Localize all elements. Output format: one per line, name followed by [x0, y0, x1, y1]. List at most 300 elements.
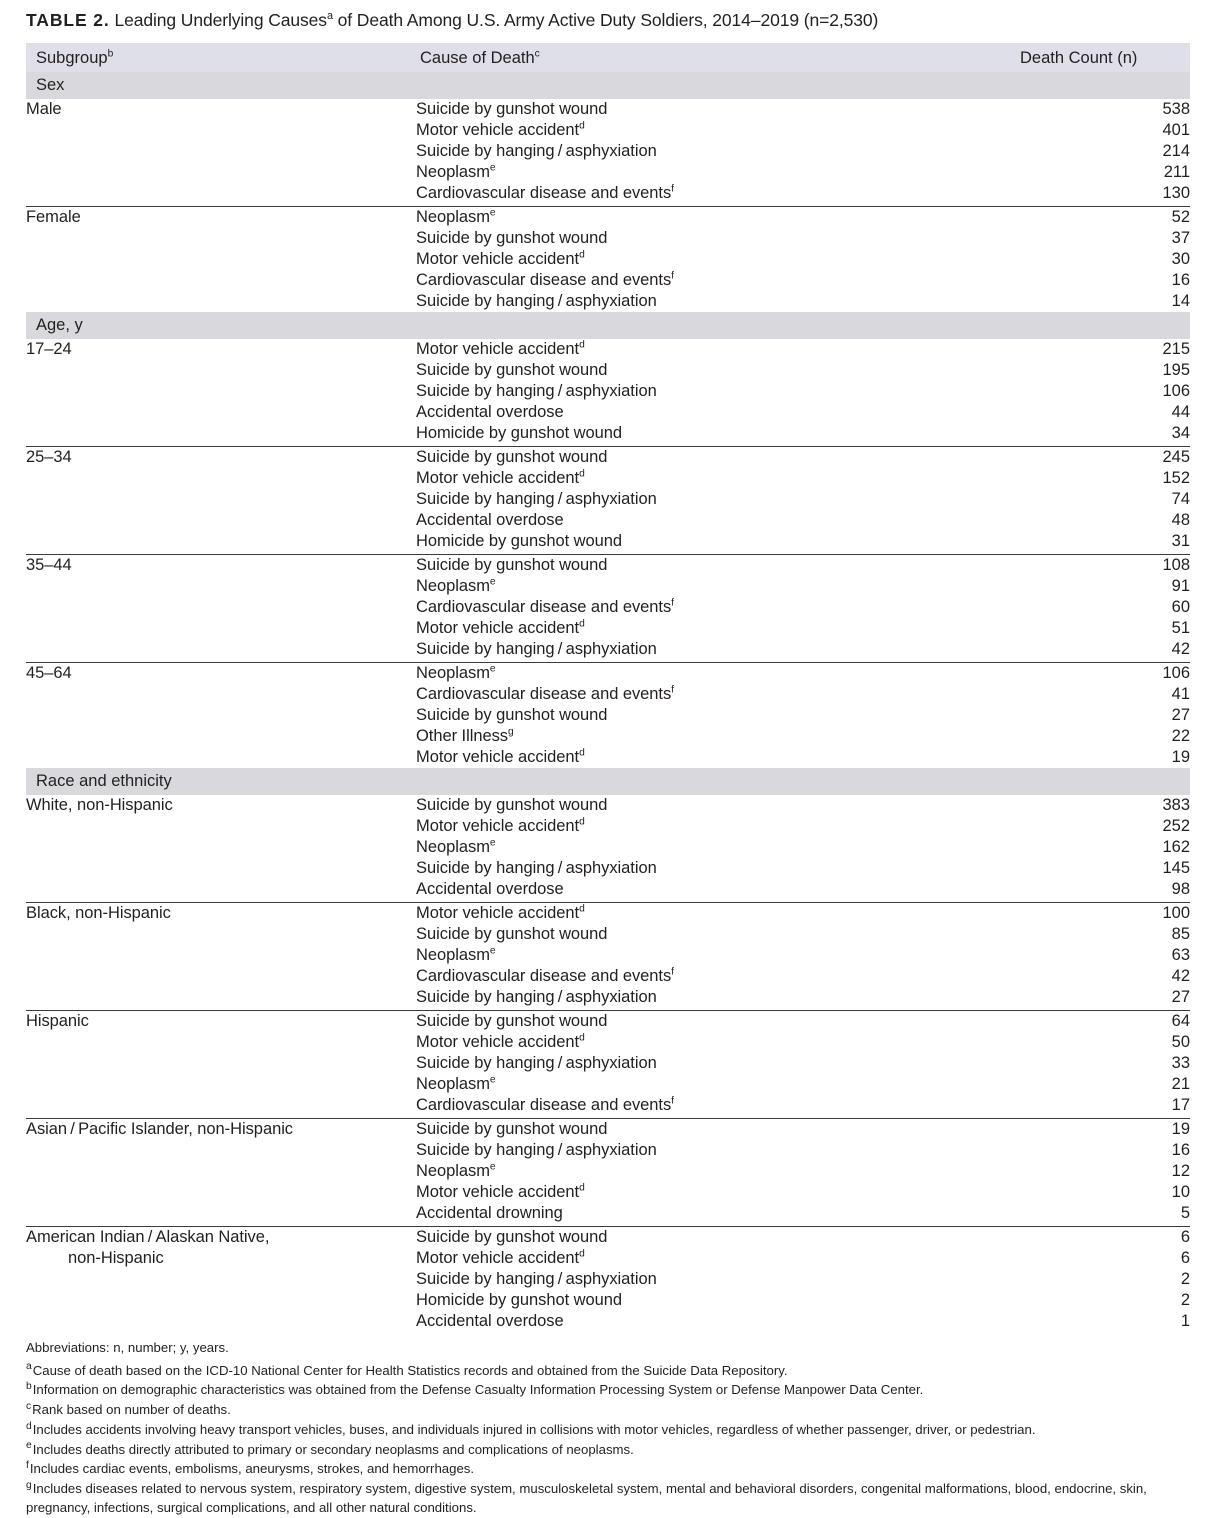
subgroup-label: 17–24 [26, 340, 72, 358]
cause-of-death-text: Motor vehicle accident [416, 340, 580, 358]
footnote-text: Includes deaths directly attributed to primary or secondary neoplasms and complications of neoplasms. [32, 1441, 634, 1457]
subgroup-label-empty [26, 879, 416, 903]
subgroup-label-empty [26, 858, 416, 879]
table-row [26, 339, 1190, 360]
table-row [26, 1203, 1190, 1227]
table-row [26, 1269, 1190, 1290]
cause-of-death-cell [416, 618, 936, 639]
death-count-cell: 42 [936, 639, 1190, 663]
cause-footnote-marker: d [579, 747, 585, 759]
death-count-cell: 22 [1171, 727, 1190, 745]
death-count-cell: 6 [1180, 1249, 1190, 1267]
cause-of-death-text: Neoplasm [416, 163, 490, 181]
footnote-marker: e [26, 1440, 32, 1452]
cause-of-death-text: Neoplasm [416, 946, 490, 964]
cause-of-death-cell [416, 381, 936, 402]
footnote-item [26, 1362, 1205, 1381]
cause-of-death-cell [416, 945, 936, 966]
subgroup-label-empty [26, 1290, 416, 1311]
subgroup-label-empty [26, 402, 416, 423]
cause-of-death-cell [416, 1311, 936, 1332]
subgroup-label-empty [26, 1203, 416, 1227]
subgroup-label-empty [26, 576, 416, 597]
subgroup-label-empty [26, 489, 416, 510]
subgroup-label-empty [26, 1032, 416, 1053]
subgroup-label-empty [26, 1095, 416, 1119]
cause-of-death-text: Suicide by gunshot wound [416, 925, 608, 943]
death-count-cell: 145 [1162, 859, 1190, 877]
subgroup-label: Male [26, 100, 62, 118]
death-count-cell: 5 [936, 1203, 1190, 1227]
subgroup-label-empty [26, 837, 416, 858]
cause-of-death-text: Motor vehicle accident [416, 469, 580, 487]
cause-of-death-text: Neoplasm [416, 664, 490, 682]
cause-of-death-cell [416, 207, 936, 229]
cause-of-death-cell [416, 1053, 936, 1074]
table-row [26, 858, 1190, 879]
table-row [26, 1011, 1190, 1033]
footnote-item [26, 1401, 1205, 1420]
cause-of-death-cell [416, 1140, 936, 1161]
subgroup-label-empty [26, 468, 416, 489]
cause-of-death-text: Motor vehicle accident [416, 619, 580, 637]
cause-of-death-text: Suicide by hanging / asphyxiation [416, 988, 657, 1006]
cause-of-death-text: Accidental overdose [416, 1312, 564, 1330]
cause-of-death-text: Cardiovascular disease and events [416, 598, 672, 616]
cause-of-death-text: Suicide by hanging / asphyxiation [416, 1141, 657, 1159]
subgroup-label-empty [26, 1311, 416, 1332]
cause-footnote-marker: d [579, 1248, 585, 1260]
death-count-cell: 12 [1171, 1162, 1190, 1180]
footnote-text: Includes accidents involving heavy transport vehicles, buses, and individuals injured in collisions with motor vehicles, regardless of whether passenger, driver, or pedestrian. [32, 1421, 1036, 1437]
table-container [0, 43, 1225, 1332]
cause-of-death-cell [416, 1161, 936, 1182]
footnote-item [26, 1441, 1205, 1460]
table-row [26, 1227, 1190, 1249]
death-count-cell: 44 [1171, 403, 1190, 421]
table-head [26, 43, 1190, 72]
cause-of-death-cell [416, 360, 936, 381]
cause-of-death-cell [416, 249, 936, 270]
subgroup-label-empty [26, 924, 416, 945]
cause-of-death-text: Homicide by gunshot wound [416, 424, 623, 442]
group-header-row [26, 312, 1190, 339]
cause-of-death-text: Accidental overdose [416, 511, 564, 529]
death-count-cell: 34 [936, 423, 1190, 447]
cause-of-death-text: Suicide by hanging / asphyxiation [416, 859, 657, 877]
footnote-text: Includes cardiac events, embolisms, aneurysms, strokes, and hemorrhages. [29, 1461, 475, 1477]
death-count-cell: 19 [1171, 1120, 1190, 1138]
death-count-cell: 31 [936, 531, 1190, 555]
cause-footnote-marker: e [489, 837, 496, 849]
cause-of-death-text: Suicide by gunshot wound [416, 706, 608, 724]
cause-footnote-marker: d [579, 249, 585, 261]
footnote-item [26, 1421, 1205, 1440]
death-count-cell: 42 [1171, 967, 1190, 985]
cause-footnote-marker: f [671, 966, 674, 978]
subgroup-footnote-marker: b [107, 48, 114, 60]
table-row [26, 1161, 1190, 1182]
subgroup-label-empty [26, 270, 416, 291]
death-count-cell: 64 [1171, 1012, 1190, 1030]
table-row [26, 228, 1190, 249]
death-count-cell: 63 [1171, 946, 1190, 964]
death-count-cell: 211 [1163, 163, 1190, 181]
subgroup-label-empty [26, 162, 416, 183]
cause-footnote-marker: f [671, 183, 674, 195]
death-count-cell: 48 [1171, 511, 1190, 529]
death-count-cell: 252 [1162, 817, 1190, 835]
cause-of-death-text: Suicide by hanging / asphyxiation [416, 142, 657, 160]
death-count-cell: 383 [1162, 796, 1190, 814]
cause-of-death-cell [416, 291, 936, 312]
cause-footnote-marker: g [507, 726, 514, 738]
cause-of-death-cell [416, 489, 936, 510]
cause-of-death-cell [416, 141, 936, 162]
cause-of-death-cell [416, 468, 936, 489]
table-row [26, 879, 1190, 903]
footnote-text: Information on demographic characteristics was obtained from the Defense Casualty Information Processing System or Defense Manpower Data Center. [32, 1382, 924, 1398]
cause-of-death-cell [416, 747, 936, 768]
footnote-item [26, 1460, 1205, 1479]
subgroup-label: White, non-Hispanic [26, 796, 173, 814]
cause-of-death-cell [416, 858, 936, 879]
cause-of-death-cell [416, 684, 936, 705]
abbreviations-line: Abbreviations: n, number; y, years. [26, 1340, 229, 1355]
death-count-cell: 14 [1171, 292, 1190, 310]
column-header-cause [416, 43, 936, 72]
cause-of-death-cell [416, 879, 936, 903]
table-row [26, 837, 1190, 858]
subgroup-label: Asian / Pacific Islander, non-Hispanic [26, 1120, 294, 1138]
cause-of-death-cell [416, 816, 936, 837]
death-count-cell: 91 [1171, 577, 1190, 595]
cause-of-death-text: Cardiovascular disease and events [416, 685, 672, 703]
cause-of-death-text: Suicide by hanging / asphyxiation [416, 382, 657, 400]
cause-of-death-cell [416, 270, 936, 291]
subgroup-label-empty [26, 705, 416, 726]
cause-of-death-cell [416, 555, 936, 577]
death-count-cell: 130 [936, 183, 1190, 207]
death-count-cell: 33 [1171, 1054, 1190, 1072]
cause-of-death-text: Suicide by gunshot wound [416, 1228, 608, 1246]
cause-of-death-cell [416, 663, 936, 685]
cause-of-death-cell [416, 1269, 936, 1290]
cause-of-death-text: Neoplasm [416, 1162, 490, 1180]
table-row [26, 747, 1190, 768]
cause-of-death-text: Cardiovascular disease and events [416, 1096, 672, 1114]
cause-of-death-text: Suicide by gunshot wound [416, 1120, 608, 1138]
cause-of-death-cell [416, 120, 936, 141]
subgroup-label-empty [26, 141, 416, 162]
footnote-marker: g [26, 1479, 32, 1491]
subgroup-label-empty [26, 1182, 416, 1203]
cause-of-death-text: Motor vehicle accident [416, 121, 580, 139]
subgroup-label: 35–44 [26, 556, 72, 574]
death-count-cell: 195 [1162, 361, 1190, 379]
cause-of-death-cell [416, 903, 936, 925]
death-count-cell: 21 [1171, 1075, 1190, 1093]
column-header-subgroup-label: Subgroup [36, 49, 108, 67]
subgroup-label: Hispanic [26, 1012, 89, 1030]
cause-of-death-cell [416, 705, 936, 726]
subgroup-label-empty [26, 1053, 416, 1074]
page-title [0, 0, 1225, 31]
subgroup-label: American Indian / Alaskan Native, [26, 1228, 270, 1246]
footnote-item [26, 1480, 1205, 1517]
footnotes-block [0, 1332, 1225, 1518]
table-row [26, 903, 1190, 925]
cause-of-death-text: Motor vehicle accident [416, 1249, 580, 1267]
subgroup-label-empty [26, 120, 416, 141]
subgroup-label-empty [26, 618, 416, 639]
cause-footnote-marker: e [489, 576, 496, 588]
cause-of-death-cell [416, 1248, 936, 1269]
cause-footnote-marker: d [579, 1032, 585, 1044]
cause-of-death-cell [416, 228, 936, 249]
table-row [26, 510, 1190, 531]
footnote-marker: b [26, 1381, 32, 1393]
death-count-cell: 27 [936, 987, 1190, 1011]
cause-of-death-cell [416, 1011, 936, 1033]
group-spacer-cause [416, 768, 936, 795]
death-count-cell: 100 [1162, 904, 1190, 922]
footnote-item [26, 1381, 1205, 1400]
table-row [26, 663, 1190, 685]
death-count-cell: 106 [1162, 664, 1190, 682]
footnote-marker: c [26, 1400, 32, 1412]
cause-of-death-cell [416, 1182, 936, 1203]
table-row [26, 207, 1190, 229]
footnote-text: Rank based on number of deaths. [32, 1402, 231, 1418]
cause-of-death-text: Suicide by gunshot wound [416, 796, 608, 814]
table-row [26, 618, 1190, 639]
death-count-cell: 538 [1162, 100, 1190, 118]
death-count-cell: 245 [1162, 448, 1190, 466]
group-label: Age, y [26, 312, 416, 339]
death-count-cell: 30 [1171, 250, 1190, 268]
death-count-cell: 108 [1162, 556, 1190, 574]
cause-of-death-cell [416, 99, 936, 120]
subgroup-label-empty [26, 531, 416, 555]
group-spacer-count [936, 768, 1190, 795]
cause-of-death-text: Accidental drowning [416, 1204, 563, 1222]
table-row [26, 966, 1190, 987]
column-header-count: Death Count (n) [936, 43, 1190, 72]
subgroup-label-empty [26, 228, 416, 249]
cause-of-death-cell [416, 576, 936, 597]
cause-footnote-marker: d [579, 903, 585, 915]
subgroup-label: Female [26, 208, 81, 226]
table-row [26, 597, 1190, 618]
cause-of-death-text: Cardiovascular disease and events [416, 271, 672, 289]
cause-footnote-marker: e [489, 663, 496, 675]
table-row [26, 141, 1190, 162]
cause-footnote-marker: f [671, 270, 674, 282]
subgroup-label-empty [26, 726, 416, 747]
table-row [26, 684, 1190, 705]
table-row [26, 291, 1190, 312]
table-row [26, 360, 1190, 381]
table-row [26, 576, 1190, 597]
cause-of-death-cell [416, 924, 936, 945]
death-count-cell: 98 [936, 879, 1190, 903]
cause-of-death-text: Neoplasm [416, 208, 490, 226]
table-row [26, 1053, 1190, 1074]
table-row [26, 987, 1190, 1011]
subgroup-label-empty [26, 510, 416, 531]
cause-of-death-cell [416, 1032, 936, 1053]
subgroup-label-empty [26, 597, 416, 618]
cause-of-death-cell [416, 402, 936, 423]
table-row [26, 249, 1190, 270]
subgroup-label: 25–34 [26, 448, 72, 466]
table-row [26, 120, 1190, 141]
death-count-cell: 60 [1171, 598, 1190, 616]
cause-of-death-text: Motor vehicle accident [416, 1183, 580, 1201]
column-header-subgroup [26, 43, 416, 72]
table-row [26, 1095, 1190, 1119]
cause-of-death-text: Homicide by gunshot wound [416, 532, 623, 550]
subgroup-label-empty [26, 1140, 416, 1161]
death-count-cell: 19 [1171, 748, 1190, 766]
table-row [26, 1119, 1190, 1141]
cause-of-death-text: Motor vehicle accident [416, 748, 580, 766]
footnote-text: Cause of death based on the ICD-10 National Center for Health Statistics records and obtained from the Suicide Data Repository. [32, 1362, 788, 1378]
cause-of-death-cell [416, 597, 936, 618]
death-count-cell: 85 [1171, 925, 1190, 943]
death-count-cell: 2 [1180, 1270, 1190, 1288]
cause-of-death-text: Suicide by gunshot wound [416, 1012, 608, 1030]
column-header-cause-label: Cause of Death [420, 49, 535, 67]
cause-footnote-marker: f [671, 597, 674, 609]
cause-of-death-text: Suicide by gunshot wound [416, 361, 608, 379]
subgroup-label-empty [26, 1074, 416, 1095]
death-count-cell: 214 [1162, 142, 1190, 160]
subgroup-label-line2: non-Hispanic [68, 1249, 164, 1267]
cause-footnote-marker: f [671, 1095, 674, 1107]
table-row [26, 402, 1190, 423]
group-header-row [26, 72, 1190, 99]
death-count-cell: 74 [1171, 490, 1190, 508]
cause-of-death-cell [416, 339, 936, 360]
cause-of-death-text: Motor vehicle accident [416, 250, 580, 268]
cause-of-death-text: Suicide by gunshot wound [416, 556, 608, 574]
table-row [26, 1032, 1190, 1053]
table-row [26, 795, 1190, 816]
death-count-cell: 106 [1162, 382, 1190, 400]
subgroup-label-empty [26, 381, 416, 402]
deaths-table [26, 43, 1190, 1332]
death-count-cell: 50 [1171, 1033, 1190, 1051]
subgroup-label-empty [26, 183, 416, 207]
cause-of-death-cell [416, 1227, 936, 1249]
cause-of-death-text: Suicide by gunshot wound [416, 448, 608, 466]
footnote-marker: d [26, 1420, 32, 1432]
table-row [26, 726, 1190, 747]
cause-of-death-text: Suicide by hanging / asphyxiation [416, 1054, 657, 1072]
cause-of-death-cell [416, 795, 936, 816]
death-count-cell: 2 [1180, 1291, 1190, 1309]
table-row [26, 489, 1190, 510]
table-row [26, 1311, 1190, 1332]
death-count-cell: 152 [1162, 469, 1190, 487]
table-row [26, 1140, 1190, 1161]
cause-of-death-cell [416, 1074, 936, 1095]
cause-of-death-cell [416, 1119, 936, 1141]
table-number: TABLE 2. [26, 10, 110, 30]
cause-footnote-marker: d [579, 468, 585, 480]
cause-of-death-cell [416, 510, 936, 531]
cause-footnote-marker: e [489, 1074, 496, 1086]
cause-footnote-marker: f [671, 684, 674, 696]
cause-of-death-text: Suicide by hanging / asphyxiation [416, 640, 657, 658]
death-count-cell: 6 [1180, 1228, 1190, 1246]
death-count-cell: 10 [1171, 1183, 1190, 1201]
table-row [26, 531, 1190, 555]
footnote-list [26, 1362, 1205, 1518]
cause-of-death-text: Neoplasm [416, 577, 490, 595]
subgroup-label: Black, non-Hispanic [26, 904, 171, 922]
cause-footnote-marker: d [579, 816, 585, 828]
cause-of-death-text: Suicide by gunshot wound [416, 100, 608, 118]
cause-of-death-cell [416, 1095, 936, 1119]
table-row [26, 99, 1190, 120]
cause-of-death-text: Accidental overdose [416, 403, 564, 421]
cause-of-death-text: Homicide by gunshot wound [416, 1291, 623, 1309]
cause-footnote-marker: c [534, 48, 540, 60]
group-spacer-cause [416, 72, 936, 99]
table-row [26, 447, 1190, 469]
cause-footnote-marker: e [489, 207, 496, 219]
cause-of-death-text: Neoplasm [416, 1075, 490, 1093]
table-row [26, 816, 1190, 837]
table-row [26, 924, 1190, 945]
death-count-cell: 1 [1180, 1312, 1190, 1330]
table-row [26, 1074, 1190, 1095]
cause-footnote-marker: d [579, 120, 585, 132]
table-row [26, 162, 1190, 183]
cause-of-death-text: Suicide by gunshot wound [416, 229, 608, 247]
subgroup-label-empty [26, 249, 416, 270]
death-count-cell: 16 [1171, 1141, 1190, 1159]
cause-of-death-text: Cardiovascular disease and events [416, 184, 672, 202]
subgroup-label-empty [26, 747, 416, 768]
death-count-cell: 401 [1162, 121, 1190, 139]
cause-of-death-cell [416, 966, 936, 987]
title-footnote-marker-a: a [326, 10, 333, 23]
group-spacer-cause [416, 312, 936, 339]
table-row [26, 1182, 1190, 1203]
table-title-part1: Leading Underlying Causes [109, 10, 327, 30]
group-spacer-count [936, 72, 1190, 99]
cause-footnote-marker: e [489, 162, 496, 174]
cause-of-death-text: Cardiovascular disease and events [416, 967, 672, 985]
cause-of-death-cell [416, 447, 936, 469]
cause-of-death-text: Motor vehicle accident [416, 1033, 580, 1051]
table-row [26, 705, 1190, 726]
table-row [26, 468, 1190, 489]
death-count-cell: 27 [1171, 706, 1190, 724]
footnote-marker: f [26, 1460, 29, 1472]
death-count-cell: 52 [1171, 208, 1190, 226]
cause-of-death-cell [416, 987, 936, 1011]
table-row [26, 183, 1190, 207]
cause-footnote-marker: d [579, 339, 585, 351]
table-row [26, 1248, 1190, 1269]
cause-of-death-cell [416, 837, 936, 858]
cause-of-death-cell [416, 1290, 936, 1311]
